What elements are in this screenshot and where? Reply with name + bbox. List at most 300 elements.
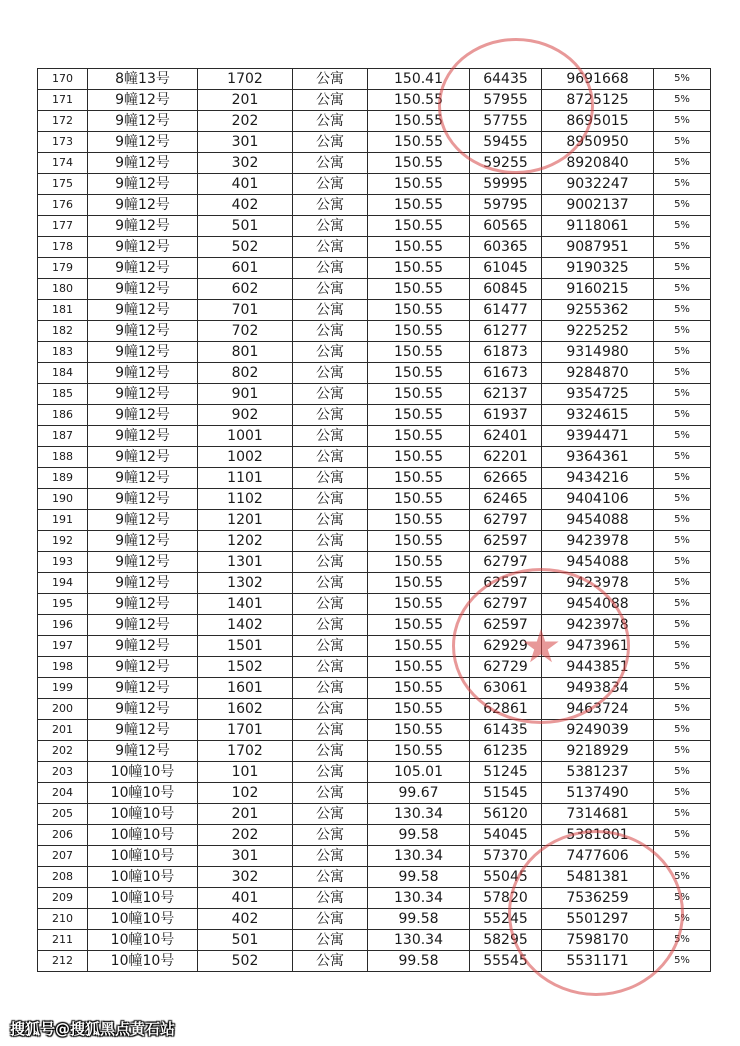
room-cell: 1002 — [198, 447, 293, 468]
rate-cell: 5% — [654, 531, 711, 552]
table-row — [38, 237, 711, 258]
usage-cell: 公寓 — [293, 132, 368, 153]
rate-cell: 5% — [654, 762, 711, 783]
row-number-cell: 176 — [38, 195, 88, 216]
row-number-cell: 191 — [38, 510, 88, 531]
unit-price-cell: 57755 — [470, 111, 542, 132]
row-number-cell: 182 — [38, 321, 88, 342]
room-cell: 401 — [198, 888, 293, 909]
table-row — [38, 510, 711, 531]
table-row — [38, 636, 711, 657]
table-row — [38, 573, 711, 594]
row-number-cell: 199 — [38, 678, 88, 699]
table-row — [38, 111, 711, 132]
area-cell: 130.34 — [368, 888, 470, 909]
rate-cell: 5% — [654, 195, 711, 216]
usage-cell: 公寓 — [293, 300, 368, 321]
rate-cell: 5% — [654, 279, 711, 300]
area-cell: 150.55 — [368, 447, 470, 468]
total-price-cell: 9404106 — [542, 489, 654, 510]
rate-cell: 5% — [654, 699, 711, 720]
area-cell: 150.55 — [368, 489, 470, 510]
rate-cell: 5% — [654, 90, 711, 111]
usage-cell: 公寓 — [293, 720, 368, 741]
building-cell: 9幢12号 — [88, 300, 198, 321]
room-cell: 501 — [198, 930, 293, 951]
building-cell: 9幢12号 — [88, 279, 198, 300]
building-cell: 9幢12号 — [88, 573, 198, 594]
row-number-cell: 173 — [38, 132, 88, 153]
area-cell: 130.34 — [368, 804, 470, 825]
row-number-cell: 201 — [38, 720, 88, 741]
row-number-cell: 177 — [38, 216, 88, 237]
total-price-cell: 9691668 — [542, 69, 654, 90]
rate-cell: 5% — [654, 909, 711, 930]
area-cell: 150.55 — [368, 153, 470, 174]
rate-cell: 5% — [654, 426, 711, 447]
rate-cell: 5% — [654, 321, 711, 342]
area-cell: 150.41 — [368, 69, 470, 90]
total-price-cell: 9118061 — [542, 216, 654, 237]
rate-cell: 5% — [654, 405, 711, 426]
total-price-cell: 9087951 — [542, 237, 654, 258]
table-row — [38, 951, 711, 972]
row-number-cell: 195 — [38, 594, 88, 615]
total-price-cell: 9493834 — [542, 678, 654, 699]
row-number-cell: 170 — [38, 69, 88, 90]
rate-cell: 5% — [654, 846, 711, 867]
watermark-text: 搜狐号@搜狐黑点黄石站 — [10, 1020, 176, 1038]
total-price-cell: 9454088 — [542, 594, 654, 615]
building-cell: 9幢12号 — [88, 195, 198, 216]
row-number-cell: 202 — [38, 741, 88, 762]
area-cell: 150.55 — [368, 237, 470, 258]
area-cell: 150.55 — [368, 363, 470, 384]
room-cell: 302 — [198, 153, 293, 174]
row-number-cell: 189 — [38, 468, 88, 489]
room-cell: 302 — [198, 867, 293, 888]
usage-cell: 公寓 — [293, 930, 368, 951]
table-row — [38, 342, 711, 363]
rate-cell: 5% — [654, 510, 711, 531]
building-cell: 9幢12号 — [88, 342, 198, 363]
building-cell: 10幢10号 — [88, 930, 198, 951]
total-price-cell: 5137490 — [542, 783, 654, 804]
rate-cell: 5% — [654, 216, 711, 237]
row-number-cell: 179 — [38, 258, 88, 279]
total-price-cell: 9032247 — [542, 174, 654, 195]
unit-price-cell: 58295 — [470, 930, 542, 951]
rate-cell: 5% — [654, 258, 711, 279]
usage-cell: 公寓 — [293, 909, 368, 930]
usage-cell: 公寓 — [293, 825, 368, 846]
row-number-cell: 190 — [38, 489, 88, 510]
room-cell: 1302 — [198, 573, 293, 594]
unit-price-cell: 61673 — [470, 363, 542, 384]
building-cell: 10幢10号 — [88, 888, 198, 909]
usage-cell: 公寓 — [293, 69, 368, 90]
row-number-cell: 208 — [38, 867, 88, 888]
building-cell: 9幢12号 — [88, 489, 198, 510]
room-cell: 601 — [198, 258, 293, 279]
seal-star-icon: ★ — [520, 619, 562, 673]
table-row — [38, 195, 711, 216]
total-price-cell: 9225252 — [542, 321, 654, 342]
area-cell: 150.55 — [368, 405, 470, 426]
row-number-cell: 185 — [38, 384, 88, 405]
room-cell: 1502 — [198, 657, 293, 678]
building-cell: 9幢12号 — [88, 384, 198, 405]
unit-price-cell: 64435 — [470, 69, 542, 90]
total-price-cell: 5481381 — [542, 867, 654, 888]
room-cell: 201 — [198, 804, 293, 825]
row-number-cell: 212 — [38, 951, 88, 972]
building-cell: 9幢12号 — [88, 447, 198, 468]
rate-cell: 5% — [654, 237, 711, 258]
total-price-cell: 7536259 — [542, 888, 654, 909]
table-row — [38, 174, 711, 195]
row-number-cell: 209 — [38, 888, 88, 909]
building-cell: 9幢12号 — [88, 111, 198, 132]
table-row — [38, 741, 711, 762]
row-number-cell: 196 — [38, 615, 88, 636]
usage-cell: 公寓 — [293, 384, 368, 405]
building-cell: 9幢12号 — [88, 363, 198, 384]
building-cell: 9幢12号 — [88, 741, 198, 762]
usage-cell: 公寓 — [293, 678, 368, 699]
building-cell: 9幢12号 — [88, 237, 198, 258]
table-row — [38, 69, 711, 90]
unit-price-cell: 62797 — [470, 510, 542, 531]
rate-cell: 5% — [654, 363, 711, 384]
room-cell: 802 — [198, 363, 293, 384]
rate-cell: 5% — [654, 132, 711, 153]
building-cell: 10幢10号 — [88, 825, 198, 846]
room-cell: 502 — [198, 951, 293, 972]
row-number-cell: 197 — [38, 636, 88, 657]
area-cell: 130.34 — [368, 930, 470, 951]
row-number-cell: 180 — [38, 279, 88, 300]
row-number-cell: 184 — [38, 363, 88, 384]
usage-cell: 公寓 — [293, 888, 368, 909]
table-row — [38, 321, 711, 342]
building-cell: 9幢12号 — [88, 90, 198, 111]
rate-cell: 5% — [654, 615, 711, 636]
rate-cell: 5% — [654, 300, 711, 321]
row-number-cell: 193 — [38, 552, 88, 573]
total-price-cell: 5531171 — [542, 951, 654, 972]
row-number-cell: 210 — [38, 909, 88, 930]
area-cell: 150.55 — [368, 195, 470, 216]
total-price-cell: 9364361 — [542, 447, 654, 468]
area-cell: 99.58 — [368, 951, 470, 972]
room-cell: 202 — [198, 825, 293, 846]
room-cell: 301 — [198, 846, 293, 867]
total-price-cell: 9324615 — [542, 405, 654, 426]
row-number-cell: 194 — [38, 573, 88, 594]
area-cell: 150.55 — [368, 300, 470, 321]
total-price-cell: 7598170 — [542, 930, 654, 951]
area-cell: 150.55 — [368, 426, 470, 447]
unit-price-cell: 55245 — [470, 909, 542, 930]
unit-price-cell: 62597 — [470, 531, 542, 552]
area-cell: 150.55 — [368, 384, 470, 405]
total-price-cell: 9454088 — [542, 510, 654, 531]
building-cell: 10幢10号 — [88, 804, 198, 825]
usage-cell: 公寓 — [293, 552, 368, 573]
usage-cell: 公寓 — [293, 594, 368, 615]
area-cell: 150.55 — [368, 258, 470, 279]
table-row — [38, 846, 711, 867]
unit-price-cell: 59795 — [470, 195, 542, 216]
table-row — [38, 930, 711, 951]
table-row — [38, 132, 711, 153]
usage-cell: 公寓 — [293, 762, 368, 783]
building-cell: 9幢12号 — [88, 699, 198, 720]
building-cell: 10幢10号 — [88, 783, 198, 804]
building-cell: 10幢10号 — [88, 951, 198, 972]
area-cell: 150.55 — [368, 552, 470, 573]
table-row — [38, 258, 711, 279]
unit-price-cell: 60845 — [470, 279, 542, 300]
rate-cell: 5% — [654, 342, 711, 363]
table-row — [38, 90, 711, 111]
row-number-cell: 188 — [38, 447, 88, 468]
row-number-cell: 192 — [38, 531, 88, 552]
area-cell: 150.55 — [368, 615, 470, 636]
row-number-cell: 187 — [38, 426, 88, 447]
rate-cell: 5% — [654, 720, 711, 741]
table-row — [38, 279, 711, 300]
area-cell: 150.55 — [368, 657, 470, 678]
room-cell: 1402 — [198, 615, 293, 636]
room-cell: 1602 — [198, 699, 293, 720]
usage-cell: 公寓 — [293, 615, 368, 636]
table-body — [38, 69, 711, 972]
row-number-cell: 171 — [38, 90, 88, 111]
total-price-cell: 9284870 — [542, 363, 654, 384]
usage-cell: 公寓 — [293, 489, 368, 510]
table-row — [38, 909, 711, 930]
table-row — [38, 468, 711, 489]
unit-price-cell: 62201 — [470, 447, 542, 468]
unit-price-cell: 57370 — [470, 846, 542, 867]
area-cell: 150.55 — [368, 111, 470, 132]
building-cell: 9幢12号 — [88, 552, 198, 573]
rate-cell: 5% — [654, 678, 711, 699]
total-price-cell: 9423978 — [542, 573, 654, 594]
unit-price-cell: 62797 — [470, 594, 542, 615]
rate-cell: 5% — [654, 741, 711, 762]
unit-price-cell: 61045 — [470, 258, 542, 279]
total-price-cell: 9423978 — [542, 531, 654, 552]
usage-cell: 公寓 — [293, 867, 368, 888]
table-row — [38, 552, 711, 573]
unit-price-cell: 62929 — [470, 636, 542, 657]
unit-price-cell: 62401 — [470, 426, 542, 447]
unit-price-cell: 61435 — [470, 720, 542, 741]
usage-cell: 公寓 — [293, 741, 368, 762]
unit-price-cell: 51545 — [470, 783, 542, 804]
usage-cell: 公寓 — [293, 237, 368, 258]
total-price-cell: 7477606 — [542, 846, 654, 867]
room-cell: 902 — [198, 405, 293, 426]
usage-cell: 公寓 — [293, 636, 368, 657]
usage-cell: 公寓 — [293, 195, 368, 216]
total-price-cell: 8920840 — [542, 153, 654, 174]
table-row — [38, 762, 711, 783]
usage-cell: 公寓 — [293, 174, 368, 195]
unit-price-cell: 51245 — [470, 762, 542, 783]
unit-price-cell: 57955 — [470, 90, 542, 111]
total-price-cell: 9255362 — [542, 300, 654, 321]
unit-price-cell: 62137 — [470, 384, 542, 405]
unit-price-cell: 56120 — [470, 804, 542, 825]
room-cell: 1202 — [198, 531, 293, 552]
room-cell: 1702 — [198, 69, 293, 90]
usage-cell: 公寓 — [293, 342, 368, 363]
table-row — [38, 216, 711, 237]
room-cell: 1401 — [198, 594, 293, 615]
building-cell: 10幢10号 — [88, 846, 198, 867]
building-cell: 9幢12号 — [88, 678, 198, 699]
usage-cell: 公寓 — [293, 90, 368, 111]
room-cell: 402 — [198, 195, 293, 216]
table-row — [38, 825, 711, 846]
table-row — [38, 447, 711, 468]
rate-cell: 5% — [654, 636, 711, 657]
table-row — [38, 804, 711, 825]
table-row — [38, 678, 711, 699]
row-number-cell: 205 — [38, 804, 88, 825]
usage-cell: 公寓 — [293, 573, 368, 594]
price-table-sheet — [37, 68, 710, 972]
building-cell: 8幢13号 — [88, 69, 198, 90]
unit-price-cell: 61937 — [470, 405, 542, 426]
total-price-cell: 9002137 — [542, 195, 654, 216]
table-row — [38, 720, 711, 741]
area-cell: 150.55 — [368, 741, 470, 762]
row-number-cell: 186 — [38, 405, 88, 426]
table-row — [38, 657, 711, 678]
building-cell: 9幢12号 — [88, 531, 198, 552]
unit-price-cell: 55045 — [470, 867, 542, 888]
row-number-cell: 207 — [38, 846, 88, 867]
row-number-cell: 204 — [38, 783, 88, 804]
unit-price-cell: 61477 — [470, 300, 542, 321]
unit-price-cell: 59995 — [470, 174, 542, 195]
room-cell: 1301 — [198, 552, 293, 573]
room-cell: 202 — [198, 111, 293, 132]
rate-cell: 5% — [654, 867, 711, 888]
area-cell: 150.55 — [368, 321, 470, 342]
area-cell: 150.55 — [368, 510, 470, 531]
unit-price-cell: 62665 — [470, 468, 542, 489]
table-row — [38, 153, 711, 174]
table-row — [38, 888, 711, 909]
room-cell: 1501 — [198, 636, 293, 657]
usage-cell: 公寓 — [293, 531, 368, 552]
total-price-cell: 9249039 — [542, 720, 654, 741]
rate-cell: 5% — [654, 552, 711, 573]
table-row — [38, 783, 711, 804]
total-price-cell: 5381237 — [542, 762, 654, 783]
unit-price-cell: 60565 — [470, 216, 542, 237]
building-cell: 10幢10号 — [88, 867, 198, 888]
room-cell: 402 — [198, 909, 293, 930]
area-cell: 150.55 — [368, 720, 470, 741]
table-row — [38, 594, 711, 615]
rate-cell: 5% — [654, 594, 711, 615]
room-cell: 1201 — [198, 510, 293, 531]
building-cell: 9幢12号 — [88, 258, 198, 279]
area-cell: 130.34 — [368, 846, 470, 867]
total-price-cell: 9354725 — [542, 384, 654, 405]
area-cell: 150.55 — [368, 216, 470, 237]
building-cell: 10幢10号 — [88, 909, 198, 930]
rate-cell: 5% — [654, 468, 711, 489]
row-number-cell: 200 — [38, 699, 88, 720]
room-cell: 702 — [198, 321, 293, 342]
room-cell: 501 — [198, 216, 293, 237]
rate-cell: 5% — [654, 888, 711, 909]
room-cell: 1701 — [198, 720, 293, 741]
building-cell: 9幢12号 — [88, 636, 198, 657]
building-cell: 9幢12号 — [88, 426, 198, 447]
unit-price-cell: 62861 — [470, 699, 542, 720]
area-cell: 105.01 — [368, 762, 470, 783]
usage-cell: 公寓 — [293, 951, 368, 972]
unit-price-cell: 61873 — [470, 342, 542, 363]
rate-cell: 5% — [654, 825, 711, 846]
table-row — [38, 867, 711, 888]
room-cell: 901 — [198, 384, 293, 405]
rate-cell: 5% — [654, 153, 711, 174]
unit-price-cell: 62597 — [470, 615, 542, 636]
area-cell: 99.58 — [368, 867, 470, 888]
area-cell: 150.55 — [368, 531, 470, 552]
building-cell: 9幢12号 — [88, 720, 198, 741]
room-cell: 102 — [198, 783, 293, 804]
room-cell: 101 — [198, 762, 293, 783]
rate-cell: 5% — [654, 657, 711, 678]
rate-cell: 5% — [654, 930, 711, 951]
table-row — [38, 384, 711, 405]
room-cell: 502 — [198, 237, 293, 258]
row-number-cell: 183 — [38, 342, 88, 363]
usage-cell: 公寓 — [293, 321, 368, 342]
row-number-cell: 178 — [38, 237, 88, 258]
unit-price-cell: 57820 — [470, 888, 542, 909]
row-number-cell: 172 — [38, 111, 88, 132]
unit-price-cell: 55545 — [470, 951, 542, 972]
room-cell: 701 — [198, 300, 293, 321]
building-cell: 9幢12号 — [88, 321, 198, 342]
usage-cell: 公寓 — [293, 657, 368, 678]
building-cell: 9幢12号 — [88, 594, 198, 615]
area-cell: 150.55 — [368, 132, 470, 153]
building-cell: 9幢12号 — [88, 132, 198, 153]
row-number-cell: 175 — [38, 174, 88, 195]
room-cell: 201 — [198, 90, 293, 111]
total-price-cell: 8725125 — [542, 90, 654, 111]
row-number-cell: 174 — [38, 153, 88, 174]
table-row — [38, 300, 711, 321]
row-number-cell: 198 — [38, 657, 88, 678]
unit-price-cell: 60365 — [470, 237, 542, 258]
area-cell: 150.55 — [368, 573, 470, 594]
unit-price-cell: 59255 — [470, 153, 542, 174]
